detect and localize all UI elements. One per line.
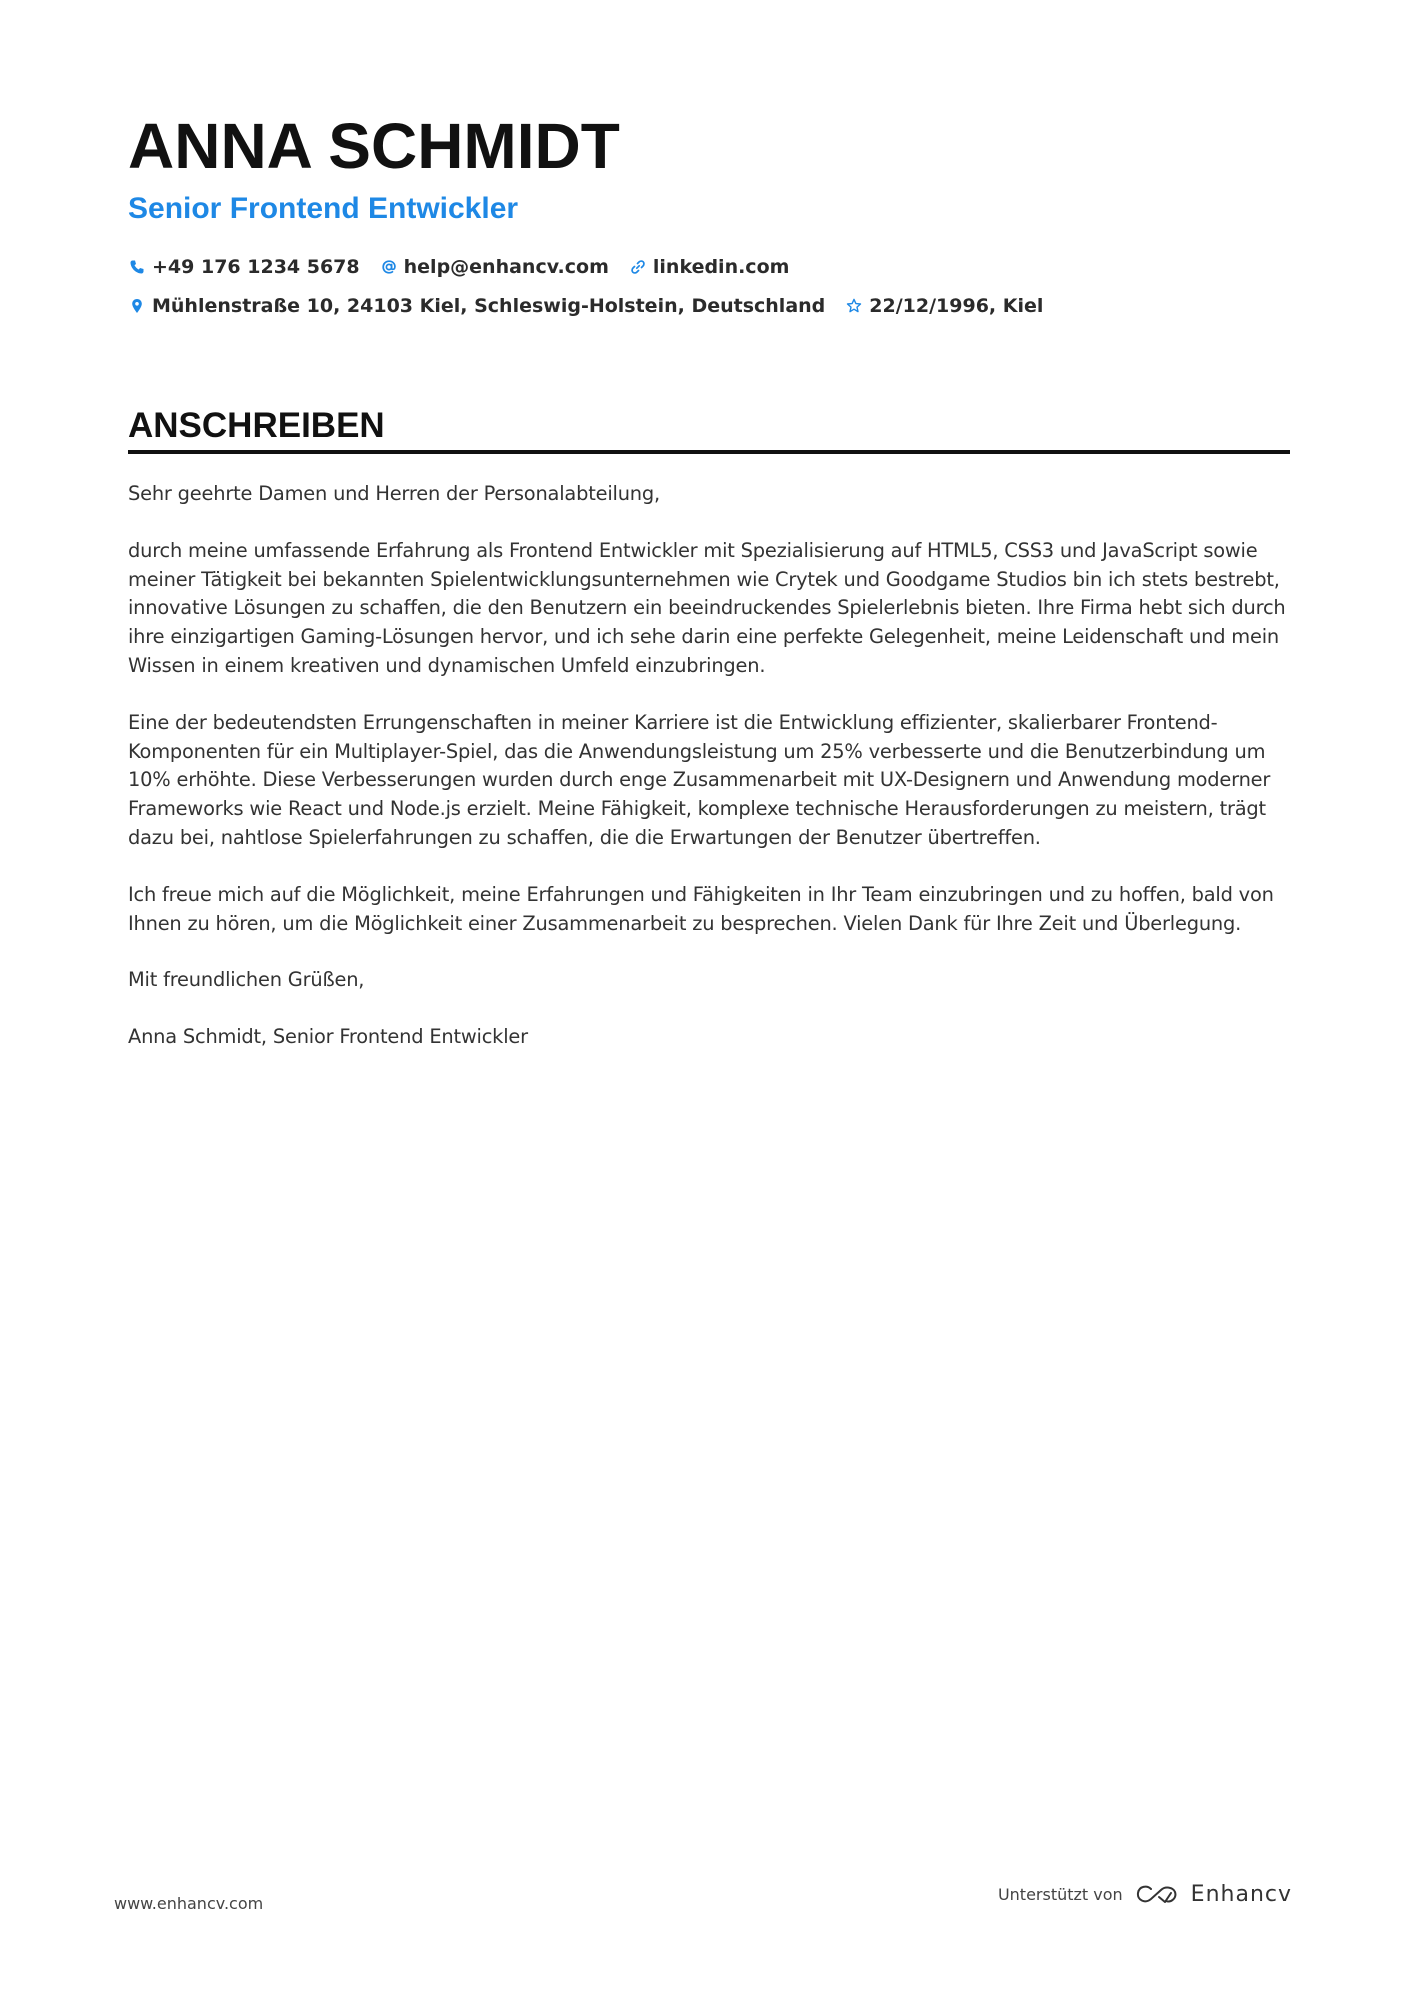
section-title: ANSCHREIBEN [128, 406, 385, 445]
letter-paragraph-2: Eine der bedeutendsten Errungenschaften in meiner Karriere ist die Entwicklung effizienter, skalierbarer Frontend-Komponenten für ein Multiplayer-Spiel, das die Anwendungsleistung um 25% verbesserte und die Benutzerbindung um 10% erhöhte. Diese Verbesserungen wurden durch enge Zusammenarbeit mit UX-Designern und Anwendung moderner Frameworks wie React und Node.js erzielt. Meine Fähigkeit, komplexe technische Herausforderungen zu meistern, trägt dazu bei, nahtlose Spielerfahrungen zu schaffen, die die Erwartungen der Benutzer übertreffen. [128, 710, 1271, 849]
letter-greeting: Sehr geehrte Damen und Herren der Personalabteilung, [128, 482, 660, 505]
letter-paragraph-3: Ich freue mich auf die Möglichkeit, meine Erfahrungen und Fähigkeiten in Ihr Team einzubringen und zu hoffen, bald von Ihnen zu hören, um die Möglichkeit einer Zusammenarbeit zu besprechen. Vielen Dank für Ihre Zeit und Überlegung. [128, 882, 1274, 935]
phone-icon [128, 258, 146, 276]
contact-row-2 [128, 291, 1288, 321]
header [128, 108, 1288, 330]
letter-signature: Anna Schmidt, Senior Frontend Entwickler [128, 1025, 528, 1049]
job-title: Senior Frontend Entwickler [128, 192, 519, 225]
brand-name: Enhancv [1190, 1882, 1292, 1907]
contact-birthdate [845, 295, 1043, 317]
applicant-name: ANNA SCHMIDT [128, 110, 620, 182]
letter-paragraph-1: durch meine umfassende Erfahrung als Frontend Entwickler mit Spezialisierung auf HTML5, CSS3 und JavaScript sowie meiner Tätigkeit bei bekannten Spielentwicklungsunternehmen wie Crytek und Goodgame Studios bin ich stets bestrebt, innovative Lösungen zu schaffen, die den Benutzern ein beeindruckendes Spielerlebnis bieten. Ihre Firma hebt sich durch ihre einzigartigen Gaming-Lösungen hervor, und ich sehe darin eine perfekte Gelegenheit, meine Leidenschaft und mein Wissen in einem kreativen und dynamischen Umfeld einzubringen. [128, 538, 1286, 677]
contact-address-text: Mühlenstraße 10, 24103 Kiel, Schleswig-Holstein, Deutschland [152, 295, 826, 317]
location-pin-icon [128, 297, 146, 315]
contact-address [128, 295, 825, 317]
footer-branding [998, 1882, 1292, 1907]
cover-letter-section [128, 404, 1290, 1080]
enhancv-logo-icon [1135, 1883, 1179, 1907]
letter-body [128, 480, 1290, 1052]
powered-by-text: Unterstützt von [997, 1885, 1123, 1904]
contact-info [128, 252, 1288, 321]
contact-phone[interactable] [128, 256, 360, 278]
star-icon [845, 297, 863, 315]
letter-closing: Mit freundlichen Grüßen, [128, 968, 365, 992]
contact-phone-text: +49 176 1234 5678 [152, 256, 360, 278]
contact-birthdate-text: 22/12/1996, Kiel [869, 295, 1044, 317]
link-icon [629, 258, 647, 276]
section-divider [128, 450, 1290, 454]
contact-linkedin[interactable] [629, 256, 790, 278]
contact-email-text: help@enhancv.com [403, 256, 609, 278]
contact-linkedin-text: linkedin.com [652, 256, 790, 278]
footer-website[interactable]: www.enhancv.com [114, 1894, 264, 1913]
contact-email[interactable] [380, 256, 609, 278]
at-icon [380, 258, 398, 276]
contact-row-1 [128, 252, 1288, 282]
